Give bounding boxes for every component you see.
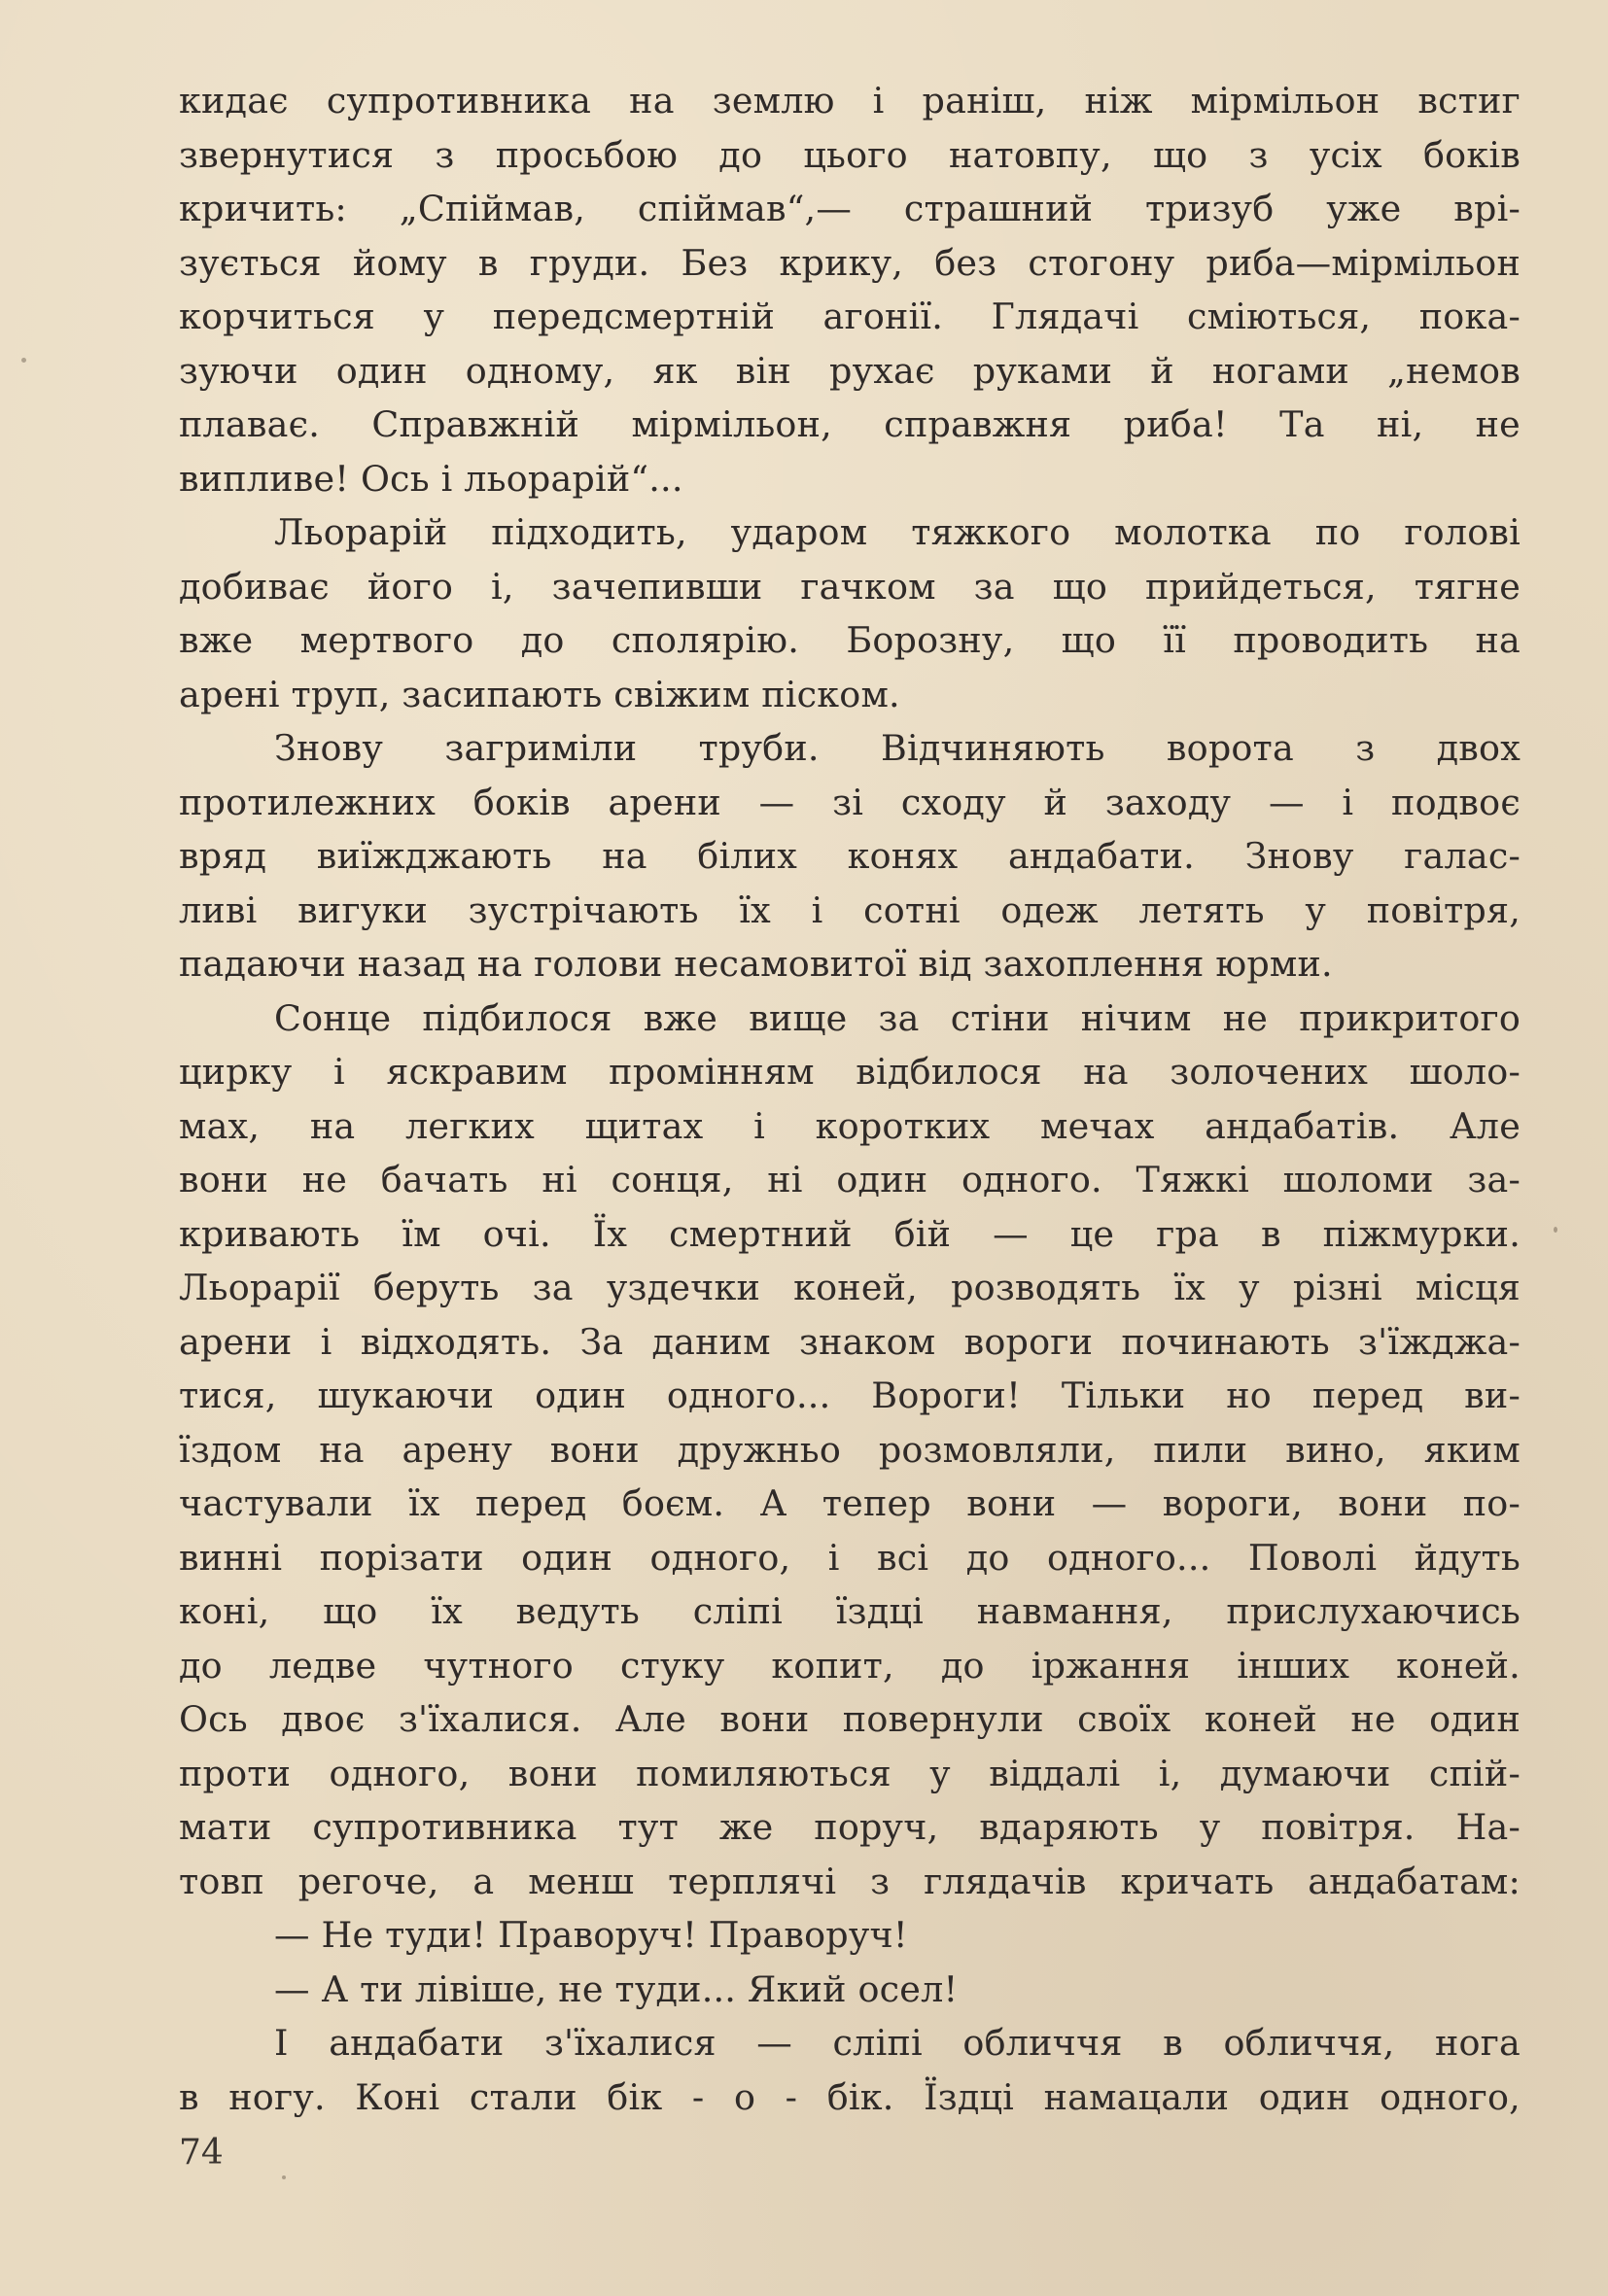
paper-speck [1554,1227,1557,1233]
text-line: мати супротивника тут же поруч, вдаряють у повітря. На- [179,1806,1521,1848]
text-line: арени і відходять. За даним знаком вороги починають з'їжджа- [179,1320,1521,1363]
text-line: кривають їм очі. Їх смертний бій — це гра в піжмурки. [179,1212,1521,1255]
text-line: кричить: „Спіймав, спіймав“,— страшний тризуб уже врі- [179,188,1521,229]
text-line: в ногу. Коні стали бік - о - бік. Їздці намацали один одного, [179,2075,1521,2118]
text-line: корчиться у передсмертній агонії. Глядачі сміються, пока- [179,296,1521,337]
text-line: товп регоче, а менш терплячі з глядачів кричать андабатам: [179,1860,1521,1902]
paper-speck [282,2175,286,2179]
text-line: Знову загриміли труби. Відчиняють ворота з двох [274,727,1521,769]
text-line: І андабати з'їхалися — сліпі обличчя в обличчя, нога [274,2022,1521,2064]
text-line: їздом на арену вони дружньо розмовляли, пили вино, яким [179,1428,1521,1471]
text-line: кидає супротивника на землю і раніш, ніж мірмільон встиг [179,80,1521,122]
text-line: частували їх перед боєм. А тепер вони — вороги, вони по- [179,1482,1521,1524]
text-line: ливі вигуки зустрічають їх і сотні одеж летять у повітря, [179,888,1521,931]
text-line: проти одного, вони помиляються у віддалі і, думаючи спій- [179,1752,1521,1794]
text-line: Льорарій підходить, ударом тяжкого молотка по голові [274,511,1521,553]
text-line: плаває. Справжній мірмільон, справжня риба! Та ні, не [179,403,1521,445]
dialogue-line: — Не туди! Праворуч! Праворуч! [274,1914,908,1956]
text-line: вряд виїжджають на білих конях андабати. Знову галас- [179,835,1521,877]
text-line: зується йому в груди. Без крику, без стогону риба—мірмільон [179,241,1521,284]
text-line: тися, шукаючи один одного... Вороги! Тільки но перед ви- [179,1374,1521,1416]
text-line: арені труп, засипають свіжим піском. [179,673,900,715]
text-line: до ледве чутного стуку копит, до іржання інших коней. [179,1644,1521,1687]
text-line: Ось двоє з'їхалися. Але вони повернули своїх коней не один [179,1698,1521,1740]
text-line: вже мертвого до сполярію. Борозну, що її проводить на [179,619,1521,661]
text-line: добиває його і, зачепивши гачком за що прийдеться, тягне [179,565,1521,608]
paper-speck [21,358,26,363]
text-line: зуючи один одному, як він рухає руками й ногами „немов [179,349,1521,392]
text-line: вони не бачать ні сонця, ні один одного. Тяжкі шоломи за- [179,1159,1521,1200]
text-line: звернутися з просьбою до цього натовпу, що з усіх боків [179,133,1521,176]
text-line: випливе! Ось і льорарій“... [179,457,683,500]
text-line: падаючи назад на голови несамовитої від захоплення юрми. [179,943,1333,985]
text-line: протилежних боків арени — зі сходу й заходу — і подвоє [179,781,1521,823]
text-line: коні, що їх ведуть сліпі їздці навмання, прислухаючись [179,1590,1521,1632]
text-line: Сонце підбилося вже вище за стіни нічим не прикритого [274,996,1521,1039]
text-line: винні порізати один одного, і всі до одного... Поволі йдуть [179,1536,1521,1579]
page-number: 74 [179,2133,224,2173]
dialogue-line: — А ти лівіше, не туди... Який осел! [274,1967,959,2010]
text-line: цирку і яскравим промінням відбилося на золочених шоло- [179,1051,1521,1093]
text-line: мах, на легких щитах і коротких мечах андабатів. Але [179,1104,1521,1147]
text-line: Льорарії беруть за уздечки коней, розводять їх у різні місця [179,1267,1521,1308]
body-text [179,74,1521,2124]
